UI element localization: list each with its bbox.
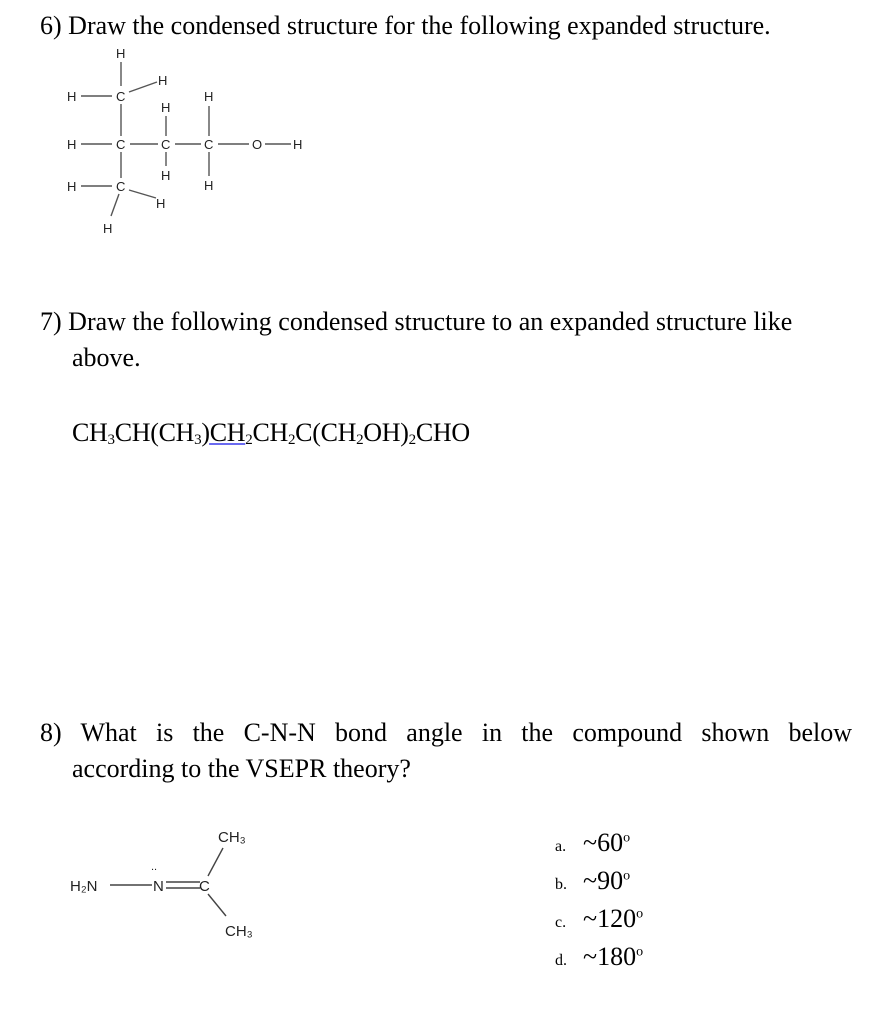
atom-h: H [161,168,171,183]
question-7 [40,304,792,376]
atom-h: H [116,46,126,61]
ch3-bottom: CH₃ [225,923,253,940]
atom-c: C [204,137,214,152]
atom-c: C [116,179,126,194]
lone-pair: .. [151,861,158,873]
atom-h: H [103,221,113,236]
atom-h: H [293,137,303,152]
question-8-number: 8) [40,718,62,747]
atom-c: C [161,137,171,152]
atom-h: H [67,137,77,152]
question-6-number: 6) [40,11,62,40]
carbon-atom: C [199,878,210,895]
question-7-text-line2: above. [72,343,141,372]
atom-o: O [252,137,263,152]
choice-d: d. ~180$^o$ [555,942,644,971]
h2n-group: H₂N [70,878,98,895]
question-8-text-line2: according to the VSEPR theory? [72,754,411,783]
atom-h: H [158,73,168,88]
atom-h: H [67,89,77,104]
expanded-structure-diagram [55,44,395,244]
question-8-text-line1: What is the C-N-N bond angle in the compound shown below [80,718,853,747]
ch3-top: CH₃ [218,829,246,846]
atom-h: H [204,89,214,104]
spellcheck-underline: )$CH_2$ [201,418,253,448]
atom-h: H [204,178,214,193]
nitrogen-atom: N [153,878,164,895]
choice-a: a. ~60$^o$ [555,828,631,857]
choice-b: b. ~90$^o$ [555,866,631,895]
question-7-text-line1: Draw the following condensed structure to an expanded structure like [68,307,793,336]
choice-c: c. ~120$^o$ [555,904,644,933]
question-6 [40,8,771,44]
atom-c: C [116,89,126,104]
hydrazone-diagram [60,820,360,950]
atom-h: H [67,179,77,194]
atom-h: H [156,196,166,211]
question-6-text: Draw the condensed structure for the following expanded structure. [68,11,771,40]
atom-c: C [116,137,126,152]
question-8 [40,715,852,787]
condensed-formula: $CH_3CH(CH_3)CH_2CH_2C(CH_2OH)_2CHO$ [72,418,470,448]
atom-h: H [161,100,171,115]
question-7-number: 7) [40,307,62,336]
